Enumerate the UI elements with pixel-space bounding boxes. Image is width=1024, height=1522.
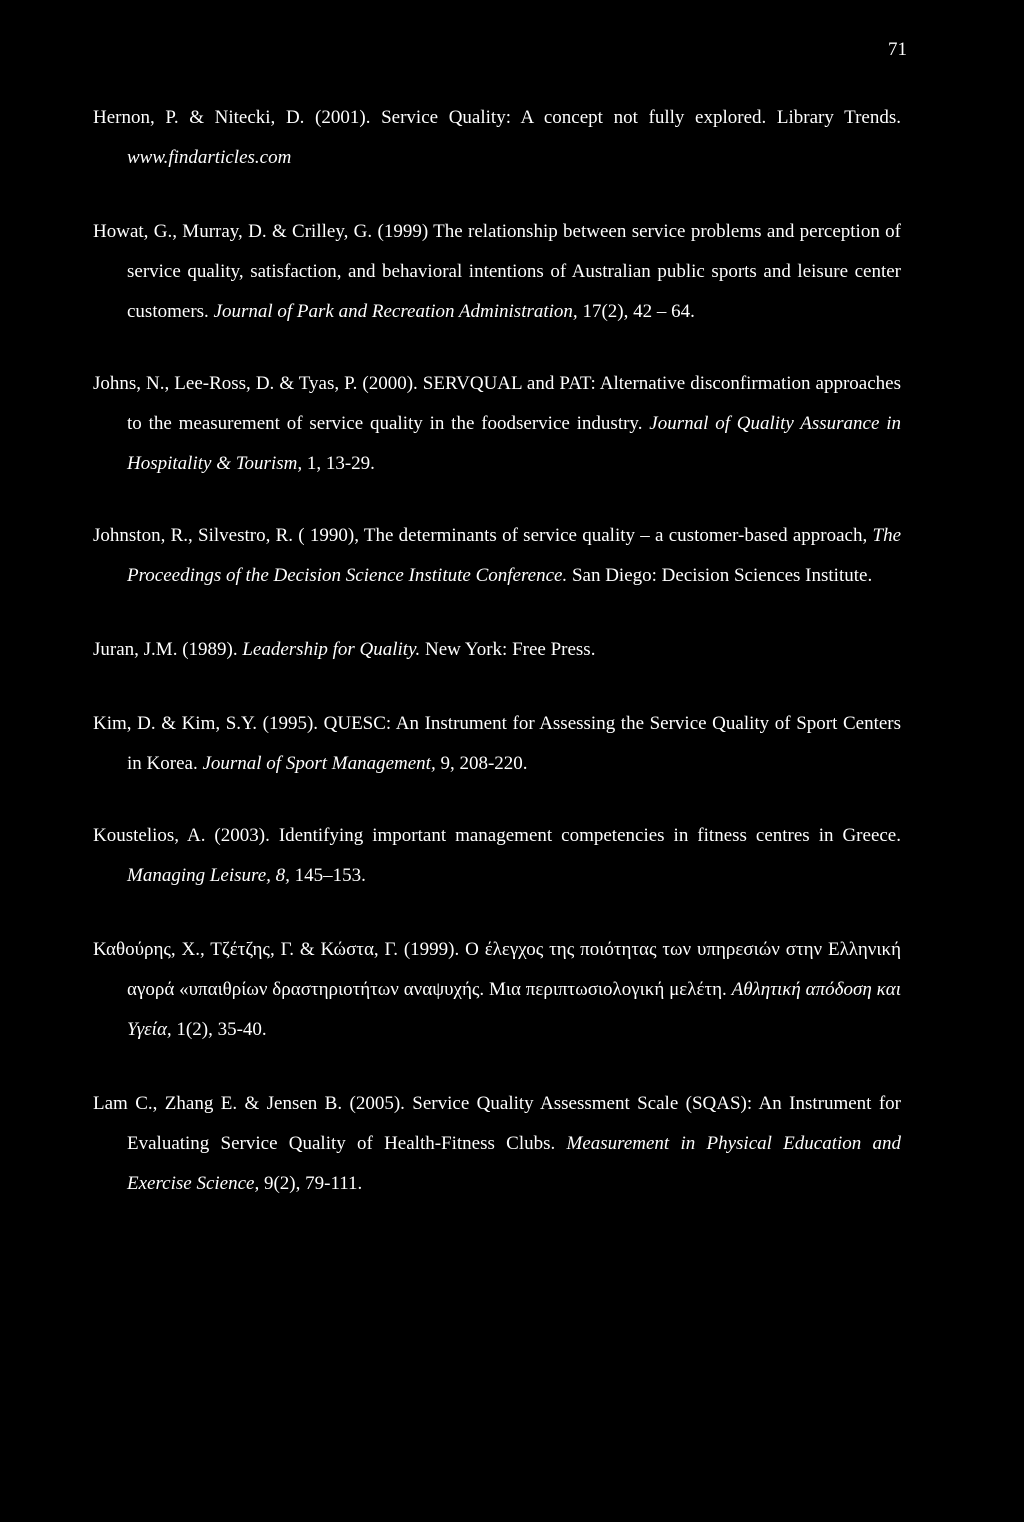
reference-list (93, 98, 901, 1204)
reference-text: Koustelios, A. (2003). Identifying important management competencies in fitness centres in Greece. (93, 825, 901, 846)
reference-text-end: San Diego: Decision Sciences Institute. (567, 565, 873, 586)
reference-italic: The Proceedings of the Decision Science Institute Conference. (127, 525, 901, 586)
reference-text: Juran, J.M. (1989). (93, 639, 243, 660)
reference-italic: Measurement in Physical Education and Exercise Science, (127, 1133, 901, 1194)
reference-text: Kim, D. & Kim, S.Y. (1995). QUESC: An Instrument for Assessing the Service Quality of Sport Centers in Korea. (93, 713, 901, 774)
reference-text-end: 17(2), 42 – 64. (577, 301, 695, 322)
reference-text-end: 145–153. (289, 865, 366, 886)
reference-entry (93, 816, 901, 896)
reference-text: Καθούρης, Χ., Τζέτζης, Γ. & Κώστα, Γ. (1999). Ο έλεγχος της ποιότητας των υπηρεσιών στην Ελληνική αγορά «υπαιθρίων δραστηριοτήτων αναψυχής. Μια περιπτωσιολογική μελέτη. (93, 939, 901, 1000)
reference-text: Lam C., Zhang E. & Jensen B. (2005). Service Quality Assessment Scale (SQAS): An Instrument for Evaluating Service Quality of Health-Fitness Clubs. (93, 1093, 901, 1154)
reference-italic: Journal of Quality Assurance in Hospitality & Tourism, (127, 413, 901, 474)
reference-italic: Journal of Park and Recreation Administration, (213, 301, 578, 322)
reference-text: Hernon, P. & Nitecki, D. (2001). Service Quality: A concept not fully explored. Library Trends. (93, 107, 901, 128)
reference-italic: Journal of Sport Management, (202, 753, 436, 774)
reference-entry (93, 212, 901, 332)
reference-text-end: 9(2), 79-111. (259, 1173, 363, 1194)
reference-text: Johnston, R., Silvestro, R. ( 1990), The determinants of service quality – a customer-based approach, (93, 525, 873, 546)
reference-text-end: 1(2), 35-40. (171, 1019, 267, 1040)
reference-entry (93, 630, 901, 670)
reference-italic: Leadership for Quality. (242, 639, 421, 660)
page-number: 71 (888, 39, 907, 60)
reference-entry (93, 98, 901, 178)
reference-entry (93, 1084, 901, 1204)
reference-italic: Αθλητική απόδοση και Υγεία, (127, 979, 901, 1040)
reference-entry (93, 364, 901, 484)
reference-text-end: 9, 208-220. (435, 753, 528, 774)
reference-entry (93, 516, 901, 596)
reference-italic: www.findarticles.com (127, 147, 292, 168)
reference-entry (93, 704, 901, 784)
reference-italic: Managing Leisure, 8, (127, 865, 290, 886)
reference-text-end: 1, 13-29. (302, 453, 375, 474)
reference-entry (93, 930, 901, 1050)
reference-text: Johns, N., Lee-Ross, D. & Tyas, P. (2000). SERVQUAL and PAT: Alternative disconfirmation approaches to the measurement of service quality in the foodservice industry. (93, 373, 901, 434)
reference-text: Howat, G., Murray, D. & Crilley, G. (1999) The relationship between service problems and perception of service quality, satisfaction, and behavioral intentions of Australian public sports and leisure center customers. (93, 221, 901, 322)
reference-text-end: New York: Free Press. (420, 639, 596, 660)
